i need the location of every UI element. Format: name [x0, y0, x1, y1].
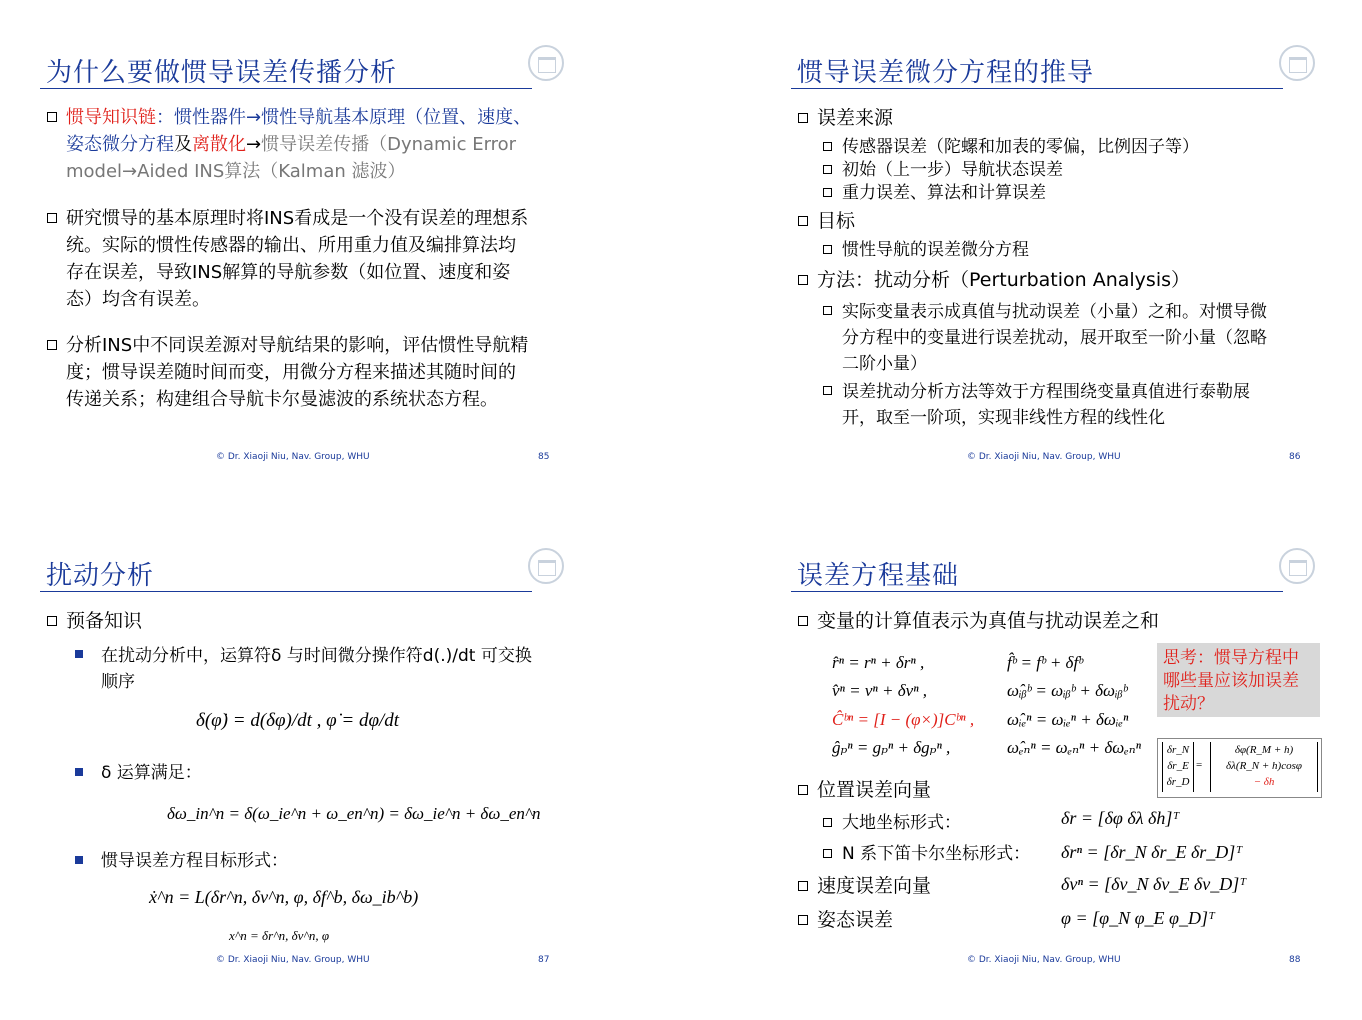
- equation-dr-ned: δrⁿ = [δr_N δr_E δr_D]ᵀ: [1061, 842, 1243, 862]
- equation-omega-en: ω̂ₑₙⁿ = ωₑₙⁿ + δωₑₙⁿ: [1007, 738, 1141, 757]
- footer-credit: © Dr. Xiaoji Niu, Nav. Group, WHU: [967, 955, 1121, 965]
- equation-delta-omega: δω_in^n = δ(ω_ie^n + ω_en^n) = δω_ie^n + δω_en^n: [167, 804, 541, 823]
- bullet-box-icon: [823, 386, 832, 395]
- equation-state-vector: x^n = δr^n, δv^n, φ: [229, 928, 330, 943]
- bullet-box-icon: [47, 213, 57, 223]
- bullet-box-icon: [823, 818, 832, 827]
- equation-g: ĝₚⁿ = gₚⁿ + δgₚⁿ ,: [832, 738, 951, 757]
- slide-86: [751, 0, 1362, 510]
- heading-position-error: 位置误差向量: [798, 777, 1283, 804]
- slide-title: 误差方程基础: [797, 561, 960, 591]
- university-logo: [528, 548, 564, 584]
- bullet-box-icon: [823, 306, 832, 315]
- page-number: 87: [538, 955, 550, 965]
- bullet-box-icon: [823, 165, 832, 174]
- list-item: N 系下笛卡尔坐标形式：: [823, 842, 1053, 866]
- page-number: 88: [1289, 955, 1301, 965]
- list-item: 惯性导航的误差微分方程: [823, 238, 1293, 262]
- list-item: 误差扰动分析方法等效于方程围绕变量真值进行泰勒展开，取至一阶项，实现非线性方程的线性化: [823, 379, 1283, 431]
- equation-r: r̂ⁿ = rⁿ + δrⁿ ,: [832, 653, 925, 672]
- bullet-box-icon: [47, 112, 57, 122]
- slide-title: 惯导误差微分方程的推导: [797, 58, 1095, 88]
- list-item: 实际变量表示成真值与扰动误差（小量）之和。对惯导微分方程中的变量进行误差扰动，展开取至一阶小量（忽略二阶小量）: [823, 299, 1283, 377]
- square-bullet-icon: [75, 768, 83, 776]
- think-callout: 思考：惯导方程中哪些量应该加误差扰动？: [1157, 643, 1320, 717]
- bullet-box-icon: [798, 216, 808, 226]
- equation-dr-geodetic: δr = [δφ δλ δh]ᵀ: [1061, 808, 1180, 828]
- footer-credit: © Dr. Xiaoji Niu, Nav. Group, WHU: [216, 452, 370, 462]
- bullet-box-icon: [47, 340, 57, 350]
- list-item: 初始（上一步）导航状态误差: [823, 158, 1293, 182]
- list-item: 在扰动分析中，运算符δ 与时间微分操作符d(.)/dt 可交换顺序: [75, 643, 535, 695]
- list-item: 惯导误差方程目标形式：: [75, 849, 535, 873]
- bullet-box-icon: [798, 616, 808, 626]
- bullet-box-icon: [798, 881, 808, 891]
- footer-credit: © Dr. Xiaoji Niu, Nav. Group, WHU: [967, 452, 1121, 462]
- bullet-box-icon: [47, 616, 57, 626]
- bullet-box-icon: [798, 275, 808, 285]
- list-item: 传感器误差（陀螺和加表的零偏，比例因子等）: [823, 135, 1293, 159]
- bullet-box-icon: [823, 245, 832, 254]
- square-bullet-icon: [75, 650, 83, 658]
- title-divider-long: [791, 88, 1283, 89]
- list-item: 重力误差、算法和计算误差: [823, 181, 1293, 205]
- title-divider: [40, 88, 532, 89]
- footer-credit: © Dr. Xiaoji Niu, Nav. Group, WHU: [216, 955, 370, 965]
- slide-87: [0, 503, 681, 1013]
- equation-commute: δ(φ̇) = d(δφ)/dt , φ̇ = dφ/dt: [196, 710, 400, 731]
- title-divider-long: [40, 591, 532, 592]
- bullet-box-icon: [823, 849, 832, 858]
- bullet-box-icon: [798, 915, 808, 925]
- heading-velocity-error: 速度误差向量: [798, 873, 1283, 900]
- heading-attitude-error: 姿态误差: [798, 907, 1283, 934]
- bullet-box-icon: [823, 188, 832, 197]
- page-number: 85: [538, 452, 550, 462]
- bullet-box-icon: [823, 142, 832, 151]
- equation-omega-ie: ω̂ᵢₑⁿ = ωᵢₑⁿ + δωᵢₑⁿ: [1007, 710, 1129, 729]
- bullet-analysis: 分析INS中不同误差源对导航结果的影响，评估惯性导航精度；惯导误差随时间而变，用微分方程来描述其随时间的传递关系；构建组合导航卡尔曼滤波的系统状态方程。: [47, 332, 532, 413]
- equation-dv: δvⁿ = [δv_N δv_E δv_D]ᵀ: [1061, 874, 1247, 894]
- equation-omega-ib: ω̂ᵢᵦᵇ = ωᵢᵦᵇ + δωᵢᵦᵇ: [1007, 681, 1128, 700]
- equation-phi: φ = [φ_N φ_E φ_D]ᵀ: [1061, 908, 1215, 928]
- heading-computed-values: 变量的计算值表示为真值与扰动误差之和: [798, 608, 1318, 635]
- heading-method: 方法：扰动分析（Perturbation Analysis）: [798, 267, 1318, 294]
- equation-v: v̂ⁿ = vⁿ + δvⁿ ,: [832, 681, 928, 700]
- slide-title: 扰动分析: [46, 561, 155, 591]
- page-number: 86: [1289, 452, 1301, 462]
- slide-title: 为什么要做惯导误差传播分析: [46, 58, 398, 88]
- bullet-research: 研究惯导的基本原理时将INS看成是一个没有误差的理想系统。实际的惯性传感器的输出、所用重力值及编排算法均存在误差，导致INS解算的导航参数（如位置、速度和姿态）均含有误差。: [47, 205, 532, 313]
- square-bullet-icon: [75, 856, 83, 864]
- list-item: 大地坐标形式：: [823, 811, 1053, 835]
- bullet-box-icon: [798, 113, 808, 123]
- equation-c: Ĉᵇⁿ = [I − (φ×)]Cᵇⁿ ,: [832, 710, 975, 729]
- heading-error-sources: 误差来源: [798, 105, 1283, 132]
- title-divider-long: [791, 591, 1283, 592]
- heading-goal: 目标: [798, 208, 1283, 235]
- equation-target-form: ẋ^n = L(δr^n, δv^n, φ, δf^b, δω_ib^b): [149, 887, 419, 907]
- equation-f: f̂ᵇ = fᵇ + δfᵇ: [1007, 653, 1083, 672]
- position-error-matrix: δr_N δr_E δr_D = δφ(R_M + h) δλ(R_N + h)cosφ − δh: [1157, 738, 1322, 798]
- slide-85: [0, 0, 681, 510]
- heading-prereq: 预备知识: [47, 608, 532, 635]
- university-logo: [1279, 548, 1315, 584]
- list-item: δ 运算满足：: [75, 761, 535, 785]
- bullet-knowledge-chain: 惯导知识链：惯性器件→惯性导航基本原理（位置、速度、姿态微分方程及离散化→惯导误差传播（Dynamic Error model→Aided INS算法（Kalman 滤波）: [47, 104, 532, 185]
- university-logo: [1279, 45, 1315, 81]
- bullet-box-icon: [798, 785, 808, 795]
- university-logo: [528, 45, 564, 81]
